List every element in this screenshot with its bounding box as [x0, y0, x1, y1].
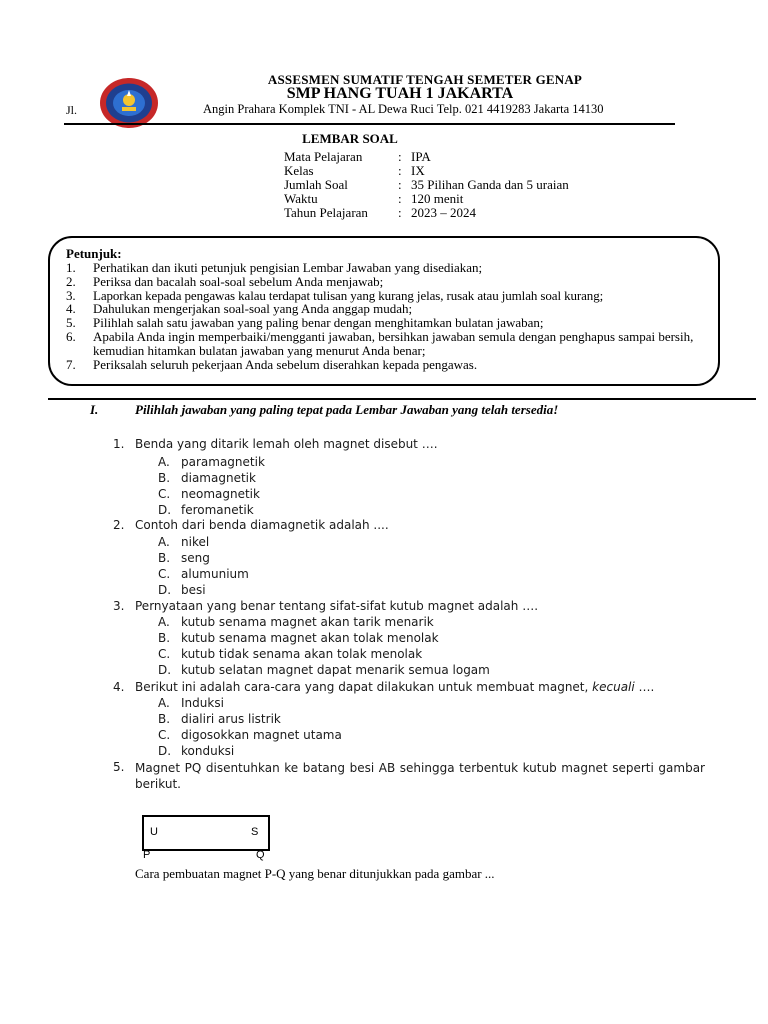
option-text: kutub selatan magnet dapat menarik semua logam — [181, 663, 490, 677]
magnet-end-right: Q — [256, 849, 265, 861]
instruction-item: 1. Perhatikan dan ikuti petunjuk pengisian Lembar Jawaban yang disediakan; — [66, 260, 483, 275]
instruction-item: 2. Periksa dan bacalah soal-soal sebelum Anda menjawab; — [66, 273, 384, 289]
option-letter: B. — [158, 712, 171, 726]
section-number: I. — [90, 402, 99, 417]
option-text: neomagnetik — [181, 487, 260, 501]
info-row: Kelas : IX — [284, 164, 569, 178]
instruction-item: 4. Dahulukan mengerjakan soal-soal yang Anda anggap mudah; — [66, 301, 413, 317]
question-5-text: Magnet PQ disentuhkan ke batang besi AB sehingga terbentuk kutub magnet seperti gambar berikut. — [135, 761, 705, 791]
exam-info-table — [284, 150, 569, 220]
question-text: Pernyataan yang benar tentang sifat-sifat kutub magnet adalah …. — [135, 599, 539, 613]
option-text: feromanetik — [181, 503, 254, 517]
info-value: 120 menit — [411, 191, 464, 206]
info-row: Waktu : 120 menit — [284, 192, 569, 206]
question-number: 4. — [113, 680, 125, 694]
option-text: kutub senama magnet akan tolak menolak — [181, 631, 439, 645]
option-text: paramagnetik — [181, 455, 265, 469]
instruction-item: 5. Pilihlah salah satu jawaban yang paling benar dengan menghitamkan bulatan jawaban; — [66, 315, 544, 331]
option-letter: D. — [158, 583, 172, 597]
instructions-list — [66, 261, 716, 371]
question-5-followup: Cara pembuatan magnet P-Q yang benar ditunjukkan pada gambar ... — [135, 866, 495, 881]
section-title: Pilihlah jawaban yang paling tepat pada Lembar Jawaban yang telah tersedia! — [135, 402, 559, 417]
option-text: besi — [181, 583, 206, 597]
instruction-item: 6. Apabila Anda ingin memperbaiki/mengganti jawaban, bersihkan jawaban semula dengan penghapus sampai bersih, kemudian hitamkan bulatan jawaban yang menurut Anda benar; — [66, 328, 694, 358]
instructions-title: Petunjuk: — [66, 246, 122, 261]
option-letter: D. — [158, 663, 172, 677]
exam-title: ASSESMEN SUMATIF TENGAH SEMETER GENAP — [267, 72, 583, 87]
option-text: nikel — [181, 535, 210, 549]
info-value: 2023 – 2024 — [411, 205, 476, 220]
info-value: IX — [411, 163, 425, 178]
info-label: Tahun Pelajaran — [284, 205, 368, 220]
option-text: seng — [181, 551, 210, 565]
option-text: alumunium — [181, 567, 249, 581]
emphasis-kecuali: kecuali — [592, 680, 635, 694]
info-row: Mata Pelajaran : IPA — [284, 150, 569, 164]
school-name: SMP HANG TUAH 1 JAKARTA — [286, 85, 514, 102]
section-divider — [48, 398, 756, 400]
option-letter: C. — [158, 647, 171, 661]
question-number: 1. — [113, 437, 125, 451]
option-letter: B. — [158, 551, 171, 565]
option-letter: C. — [158, 567, 171, 581]
instruction-item: 7. Periksalah seluruh pekerjaan Anda sebelum diserahkan kepada pengawas. — [66, 356, 478, 372]
question-text: Contoh dari benda diamagnetik adalah .... — [135, 518, 389, 532]
option-letter: C. — [158, 487, 171, 501]
option-text: Induksi — [181, 696, 224, 710]
option-letter: D. — [158, 744, 172, 758]
option-text: dialiri arus listrik — [181, 712, 281, 726]
info-row: Jumlah Soal : 35 Pilihan Ganda dan 5 uraian — [284, 177, 569, 192]
option-letter: B. — [158, 631, 171, 645]
option-letter: D. — [158, 503, 172, 517]
question-text: Berikut ini adalah cara-cara yang dapat dilakukan untuk membuat magnet, kecuali …. — [135, 680, 655, 694]
sheet-title: LEMBAR SOAL — [302, 131, 398, 146]
info-value: 35 Pilihan Ganda dan 5 uraian — [411, 177, 569, 192]
question-number: 2. — [113, 518, 125, 532]
info-label: Mata Pelajaran — [284, 149, 363, 164]
option-text: kutub tidak senama akan tolak menolak — [181, 647, 423, 661]
info-label: Jumlah Soal — [284, 177, 348, 192]
magnet-pole-right: S — [251, 826, 259, 838]
question-text: Benda yang ditarik lemah oleh magnet disebut …. — [135, 437, 438, 451]
info-row: Tahun Pelajaran : 2023 – 2024 — [284, 206, 569, 220]
option-letter: A. — [158, 535, 170, 549]
option-letter: A. — [158, 615, 170, 629]
info-value: IPA — [411, 149, 431, 164]
info-label: Waktu — [284, 191, 318, 206]
magnet-end-left: P — [143, 849, 151, 861]
option-text: digosokkan magnet utama — [181, 728, 342, 742]
question-number: 3. — [113, 599, 125, 613]
magnet-pole-left: U — [150, 826, 158, 838]
option-letter: A. — [158, 696, 170, 710]
option-text: diamagnetik — [181, 471, 256, 485]
option-letter: C. — [158, 728, 171, 742]
info-label: Kelas — [284, 163, 314, 178]
school-address: Angin Prahara Komplek TNI - AL Dewa Ruci Telp. 021 4419283 Jakarta 14130 — [203, 102, 604, 116]
question-number: 5. — [113, 760, 125, 774]
instruction-item: 3. Laporkan kepada pengawas kalau terdapat tulisan yang kurang jelas, rusak atau jumlah soal kurang; — [66, 287, 604, 303]
option-text: kutub senama magnet akan tarik menarik — [181, 615, 434, 629]
header-divider — [64, 123, 675, 125]
option-letter: A. — [158, 455, 170, 469]
option-text: konduksi — [181, 744, 235, 758]
option-letter: B. — [158, 471, 171, 485]
address-prefix: Jl. — [66, 103, 78, 117]
